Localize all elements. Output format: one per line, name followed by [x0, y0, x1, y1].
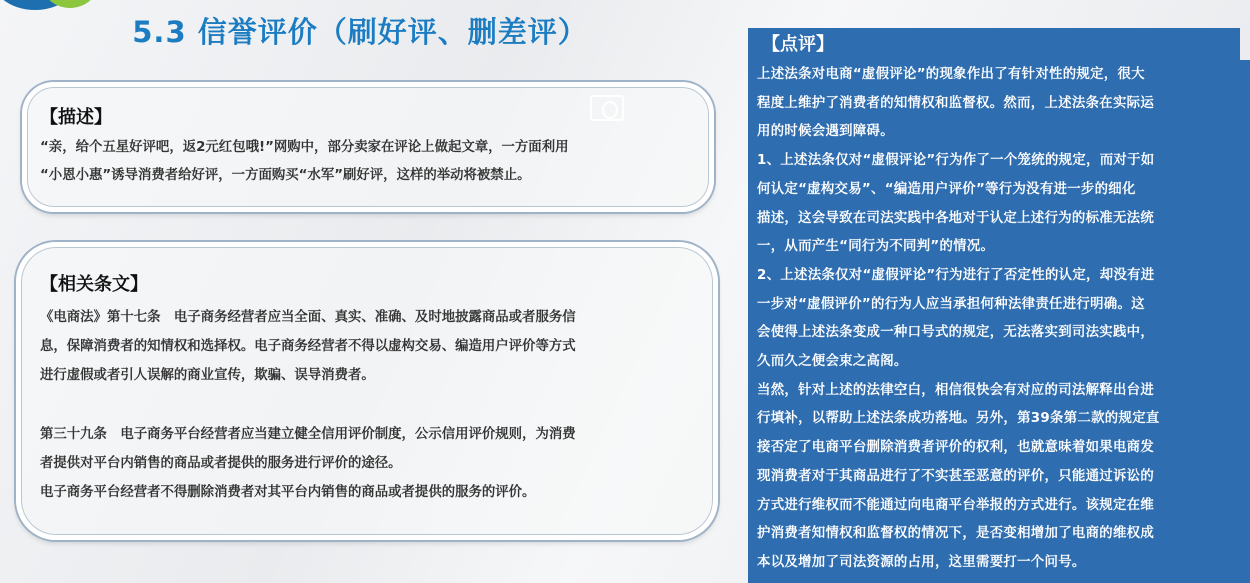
comment-line: 描述，这会导致在司法实践中各地对于认定上述行为的标准无法统 [757, 210, 1155, 226]
comment-line: 当然，针对上述的法律空白，相信很快会有对应的司法解释出台进 [757, 382, 1155, 398]
description-line: “小恩小惠”诱导消费者给好评，一方面购买“水军”刷好评，这样的举动将被禁止。 [40, 168, 531, 183]
description-heading: 【描述】 [40, 107, 112, 128]
comment-line: 用的时候会遇到障碍。 [757, 124, 894, 140]
provisions-line: 者提供对平台内销售的商品或者提供的服务进行评价的途径。 [40, 456, 402, 471]
slide-title: 5.3 信誉评价（刷好评、删差评） [132, 15, 588, 49]
comment-line: 久而久之便会束之高阁。 [757, 354, 908, 369]
comment-line: 会使得上述法条变成一种口号式的规定，无法落实到司法实践中， [757, 325, 1155, 341]
description-line: “亲，给个五星好评吧，返2元红包哦!”网购中，部分卖家在评论上做起文章，一方面利用 [40, 140, 569, 155]
comment-line: 一，从而产生“同行为不同判”的情况。 [757, 239, 995, 255]
comment-heading: 【点评】 [762, 34, 834, 55]
provisions-line: 进行虚假或者引人误解的商业宣传，欺骗、误导消费者。 [40, 368, 375, 383]
camera-icon [590, 95, 624, 121]
provisions-line: 《电商法》第十七条 电子商务经营者应当全面、真实、准确、及时地披露商品或者服务信 [40, 310, 576, 325]
comment-line: 现消费者对于其商品进行了不实甚至恶意的评价，只能通过诉讼的 [757, 468, 1155, 484]
comment-line: 1、上述法条仅对“虚假评论”行为作了一个笼统的规定，而对于如 [757, 153, 1155, 169]
comment-line: 2、上述法条仅对“虚假评论”行为进行了否定性的认定，却没有进 [757, 267, 1155, 283]
comment-line: 行填补，以帮助上述法条成功落地。另外，第39条第二款的规定直 [757, 411, 1160, 427]
comment-line: 方式进行维权而不能通过向电商平台举报的方式进行。该规定在维 [757, 497, 1155, 513]
comment-line: 程度上维护了消费者的知情权和监督权。然而，上述法条在实际运 [757, 95, 1155, 111]
provisions-line: 息，保障消费者的知情权和选择权。电子商务经营者不得以虚构交易、编造用户评价等方式 [40, 339, 576, 354]
comment-line: 护消费者知情权和监督权的情况下，是否变相增加了电商的维权成 [757, 526, 1155, 542]
comment-line: 本以及增加了司法资源的占用，这里需要打一个问号。 [757, 554, 1086, 570]
provisions-line: 第三十九条 电子商务平台经营者应当建立健全信用评价制度，公示信用评价规则，为消费 [40, 427, 576, 442]
provisions-heading: 【相关条文】 [40, 274, 148, 295]
comment-line: 一步对“虚假评价”的行为人应当承担何种法律责任进行明确。这 [757, 296, 1145, 312]
provisions-line: 电子商务平台经营者不得删除消费者对其平台内销售的商品或者提供的服务的评价。 [40, 485, 536, 500]
comment-line: 接否定了电商平台删除消费者评价的权利，也就意味着如果电商发 [757, 440, 1155, 456]
comment-line: 何认定“虚构交易”、“编造用户评价”等行为没有进一步的细化 [757, 181, 1136, 197]
comment-line: 上述法条对电商“虚假评论”的现象作出了有针对性的规定，很大 [757, 67, 1145, 82]
